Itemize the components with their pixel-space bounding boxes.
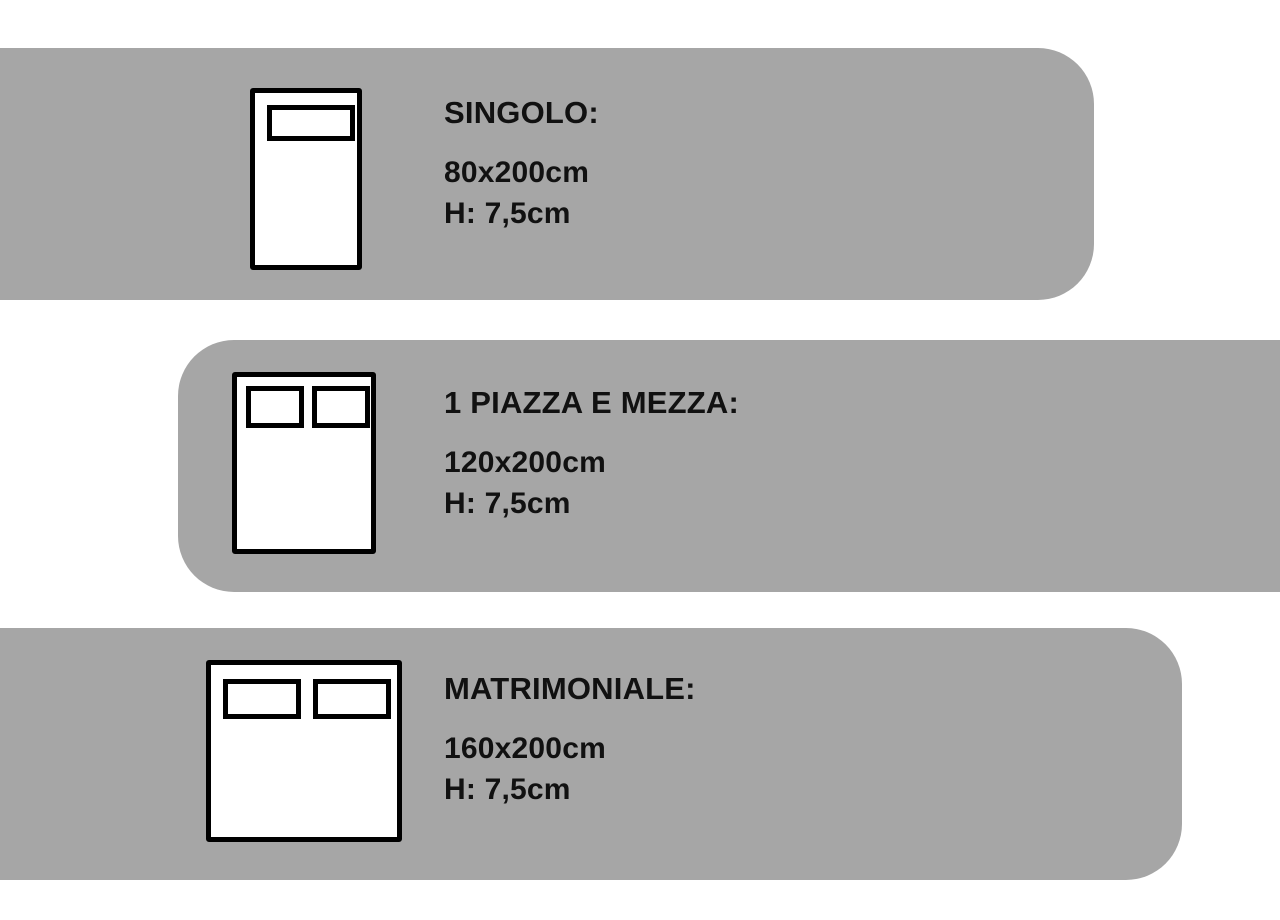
double-bed-icon: [206, 660, 402, 842]
size-title: 1 PIAZZA E MEZZA:: [444, 385, 740, 420]
size-info-singolo: [444, 96, 599, 234]
size-dimensions: 120x200cm: [444, 446, 606, 479]
pillow-icon: [246, 386, 304, 428]
size-info-matrimoniale: [444, 672, 696, 810]
bed-icon: [232, 372, 376, 554]
size-title: MATRIMONIALE:: [444, 671, 696, 706]
size-dimensions: 80x200cm: [444, 156, 590, 189]
pillow-icon: [312, 386, 370, 428]
size-height: H: 7,5cm: [444, 773, 571, 806]
size-height: H: 7,5cm: [444, 197, 571, 230]
pillow-icon: [267, 105, 355, 141]
pillow-icon: [313, 679, 391, 719]
size-title: SINGOLO:: [444, 95, 599, 130]
size-info-piazza-e-mezza: [444, 386, 739, 524]
pillow-icon: [223, 679, 301, 719]
size-height: H: 7,5cm: [444, 487, 571, 520]
size-dimensions: 160x200cm: [444, 732, 606, 765]
single-bed-icon: [250, 88, 362, 270]
